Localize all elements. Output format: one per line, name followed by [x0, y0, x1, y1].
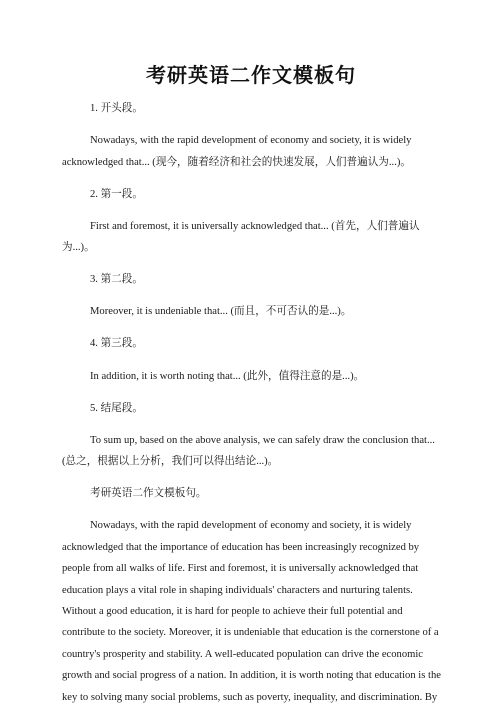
section-text: In addition, it is worth noting that... (此外，值得注意的是...)。: [90, 370, 365, 382]
document-title: 考研英语二作文模板句: [146, 63, 356, 87]
section-heading: 5. 结尾段。: [90, 402, 143, 414]
section-text: Moreover, it is undeniable that... (而且，不可否认的是...)。: [90, 306, 352, 318]
section-text: To sum up, based on the above analysis, we can safely draw the conclusion that... (总之，根据以上分析，我们可以得出结论...)。: [62, 434, 435, 468]
section-text: Nowadays, with the rapid development of economy and society, it is widely acknowledged that... (现今，随着经济和社会的快速发展，人们普遍认为...)。: [62, 135, 412, 168]
section-heading: 2. 第一段。: [90, 188, 143, 200]
section-text: First and foremost, it is universally acknowledged that... (首先，人们普遍认为...)。: [62, 220, 420, 254]
document-body: [62, 98, 442, 719]
section-heading: 3. 第二段。: [90, 274, 143, 286]
section-heading: 1. 开头段。: [90, 103, 143, 114]
section-heading: 4. 第三段。: [90, 338, 143, 350]
example-heading: 考研英语二作文模板句。: [90, 488, 207, 500]
example-paragraph: Nowadays, with the rapid development of economy and society, it is widely acknowledged that the importance of education has been increasingly recognized by people from all walks of life. First and foremost, it is universally acknowledged that education plays a vital role in shaping individuals' characters and nurturing talents. Without a good education, it is hard for people to achieve their full potential and contribute to the society. Moreover, it is undeniable that education is the cornerstone of a country's prosperity and stability. A well-educated population can drive the economic growth and social progress of a nation. In addition, it is worth noting that education is the key to solving many social problems, such as poverty, inequality, and discrimination. By: [62, 520, 441, 703]
